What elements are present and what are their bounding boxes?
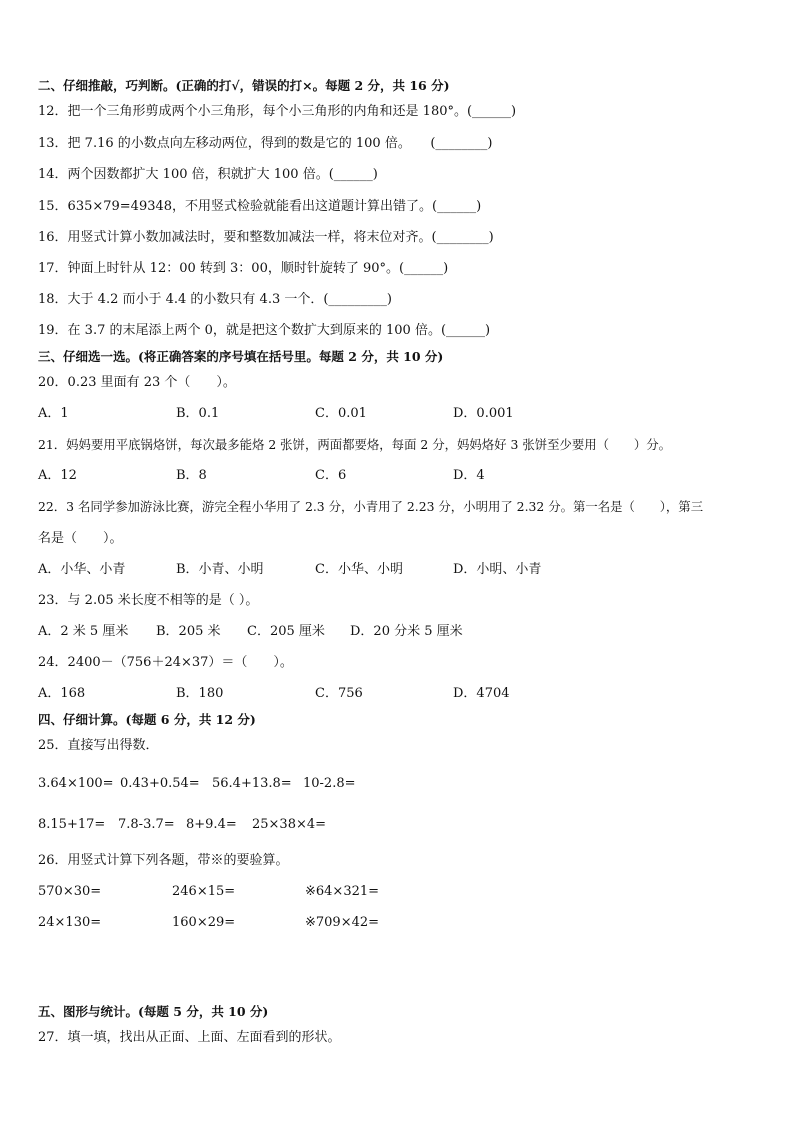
q25-item-2: 0.43+0.54= bbox=[120, 776, 200, 791]
question-22-line-2: 名是（ ）。 bbox=[38, 531, 123, 546]
q25-item-1: 3.64×100= bbox=[38, 776, 114, 791]
question-19: 19．在 3.7 的末尾添上两个 0，就是把这个数扩大到原来的 100 倍。(______) bbox=[38, 323, 491, 338]
question-25: 25．直接写出得数． bbox=[38, 738, 159, 753]
q24-option-c: C．756 bbox=[315, 686, 363, 701]
q25-item-4: 10-2.8= bbox=[303, 776, 356, 791]
q25-item-6: 7.8-3.7= bbox=[118, 817, 175, 832]
question-21: 21．妈妈要用平底锅烙饼，每次最多能烙 2 张饼，两面都要烙，每面 2 分，妈妈烙好 3 张饼至少要用（ ）分。 bbox=[38, 437, 672, 452]
q21-option-a: A．12 bbox=[38, 468, 77, 483]
question-14: 14．两个因数都扩大 100 倍，积就扩大 100 倍。(______) bbox=[38, 167, 378, 182]
question-23: 23．与 2.05 米长度不相等的是（ ）。 bbox=[38, 593, 259, 608]
q25-item-3: 56.4+13.8= bbox=[212, 776, 292, 791]
q24-option-a: A．168 bbox=[38, 686, 86, 701]
q22-option-a: A．小华、小青 bbox=[38, 562, 126, 577]
q26-item-4: 24×130= bbox=[38, 915, 102, 930]
q26-item-2: 246×15= bbox=[172, 884, 236, 899]
section-4-title: 四、仔细计算。(每题 6 分，共 12 分) bbox=[38, 712, 256, 727]
q21-option-d: D．4 bbox=[453, 468, 485, 483]
q23-option-d: D．20 分米 5 厘米 bbox=[350, 624, 463, 639]
q21-option-c: C．6 bbox=[315, 468, 347, 483]
question-20: 20．0.23 里面有 23 个（ ）。 bbox=[38, 375, 236, 390]
q22-option-c: C．小华、小明 bbox=[315, 562, 403, 577]
q24-option-d: D．4704 bbox=[453, 686, 510, 701]
q26-item-5: 160×29= bbox=[172, 915, 236, 930]
q20-option-b: B．0.1 bbox=[176, 406, 220, 421]
q23-option-b: B．205 米 bbox=[156, 624, 221, 639]
q20-option-c: C．0.01 bbox=[315, 406, 367, 421]
q22-option-d: D．小明、小青 bbox=[453, 562, 542, 577]
q25-item-8: 25×38×4= bbox=[252, 817, 327, 832]
q25-item-7: 8+9.4= bbox=[186, 817, 237, 832]
q23-option-c: C．205 厘米 bbox=[247, 624, 325, 639]
question-26: 26．用竖式计算下列各题，带※的要验算。 bbox=[38, 853, 289, 868]
question-15: 15．635×79=49348，不用竖式检验就能看出这道题计算出错了。(______) bbox=[38, 199, 482, 214]
question-13: 13．把 7.16 的小数点向左移动两位，得到的数是它的 100 倍。 (________) bbox=[38, 136, 493, 151]
q24-option-b: B．180 bbox=[176, 686, 224, 701]
question-27: 27．填一填，找出从正面、上面、左面看到的形状。 bbox=[38, 1030, 341, 1045]
question-16: 16．用竖式计算小数加减法时，要和整数加减法一样，将末位对齐。(________) bbox=[38, 230, 494, 245]
section-5-title: 五、图形与统计。(每题 5 分，共 10 分) bbox=[38, 1004, 269, 1019]
section-3-title: 三、仔细选一选。(将正确答案的序号填在括号里。每题 2 分，共 10 分) bbox=[38, 349, 444, 364]
q21-option-b: B．8 bbox=[176, 468, 207, 483]
q22-option-b: B．小青、小明 bbox=[176, 562, 264, 577]
q26-item-3: ※64×321= bbox=[305, 884, 380, 899]
section-2-title: 二、仔细推敲，巧判断。(正确的打√，错误的打×。每题 2 分，共 16 分) bbox=[38, 78, 450, 93]
q23-option-a: A．2 米 5 厘米 bbox=[38, 624, 129, 639]
question-12: 12．把一个三角形剪成两个小三角形，每个小三角形的内角和还是 180°。(______) bbox=[38, 104, 517, 119]
q25-item-5: 8.15+17= bbox=[38, 817, 106, 832]
q20-option-a: A．1 bbox=[38, 406, 69, 421]
q20-option-d: D．0.001 bbox=[453, 406, 514, 421]
question-18: 18．大于 4.2 而小于 4.4 的小数只有 4.3 一个．(_________) bbox=[38, 292, 393, 307]
question-22-line-1: 22．3 名同学参加游泳比赛，游完全程小华用了 2.3 分，小青用了 2.23 分，小明用了 2.32 分。第一名是（ ），第三 bbox=[38, 499, 704, 514]
question-17: 17．钟面上时针从 12：00 转到 3：00，顺时针旋转了 90°。(______) bbox=[38, 261, 449, 276]
q26-item-6: ※709×42= bbox=[305, 915, 380, 930]
q26-item-1: 570×30= bbox=[38, 884, 102, 899]
question-24: 24．2400－（756＋24×37）＝（ ）。 bbox=[38, 655, 293, 670]
